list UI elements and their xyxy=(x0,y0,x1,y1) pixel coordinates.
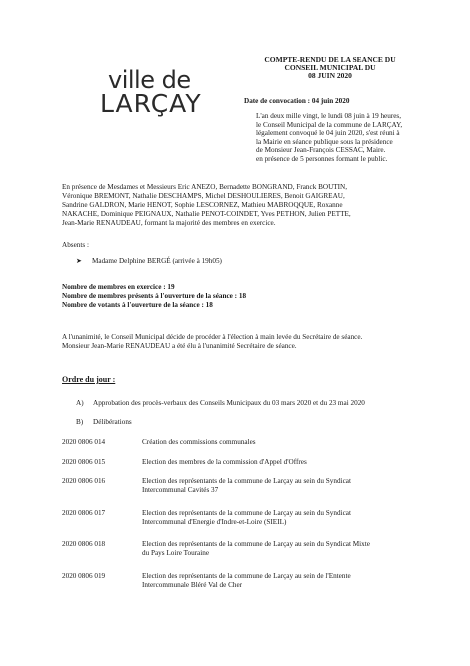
deliberation-number: 2020 0806 019 xyxy=(62,572,106,580)
deliberation-number: 2020 0806 014 xyxy=(62,438,106,446)
deliberation-title-line: Election des membres de la commission d'Appel d'Offres xyxy=(142,458,307,466)
deliberation-title-line: Election des représentants de la commune de Larçay au sein du Syndicat xyxy=(142,477,351,485)
agenda-section-letter: A) xyxy=(76,399,84,407)
deliberation-title-line: Création des commissions communales xyxy=(142,438,256,446)
deliberation-title-line: Election des représentants de la commune de Larçay au sein de l'Entente xyxy=(142,572,351,580)
deliberation-title-line: du Pays Loire Touraine xyxy=(142,549,210,557)
intro-line: en présence de 5 personnes formant le public. xyxy=(256,155,388,163)
deliberation-title-line: Election des représentants de la commune de Larçay au sein du Syndicat xyxy=(142,509,351,517)
convocation-date: Date de convocation : 04 juin 2020 xyxy=(244,97,350,105)
deliberation-title xyxy=(142,540,432,558)
deliberation-title xyxy=(142,572,432,590)
intro-line: le Conseil Municipal de la commune de LARÇAY, xyxy=(256,120,403,129)
count-present: Nombre de membres présents à l'ouverture de la séance : 18 xyxy=(62,292,247,300)
presence-line: Véronique BREMONT, Nathalie DESCHAMPS, Michel DESHOULIERES, Benoit GAIGREAU, xyxy=(62,192,345,200)
document-title-date: 08 JUIN 2020 xyxy=(308,71,352,80)
deliberation-number: 2020 0806 017 xyxy=(62,509,106,517)
deliberation-title-line: Election des représentants de la commune de Larçay au sein du Syndicat Mixte xyxy=(142,540,370,548)
deliberation-title-line: Intercommunal Cavités 37 xyxy=(142,486,219,494)
document-title-line-2: CONSEIL MUNICIPAL DU xyxy=(284,63,376,72)
deliberation-number: 2020 0806 015 xyxy=(62,458,106,466)
logo-line-1: ville de xyxy=(108,66,191,94)
count-voters: Nombre de votants à l'ouverture de la séance : 18 xyxy=(62,301,213,309)
deliberation-title xyxy=(142,509,432,527)
absent-item: Madame Delphine BERGÉ (arrivée à 19h05) xyxy=(92,257,222,265)
presence-line: NAKACHE, Dominique PEIGNAUX, Nathalie PENOT-COINDET, Yves PETHON, Julien PETTE, xyxy=(62,210,351,218)
deliberation-title-line: Intercommunal d'Energie d'Indre-et-Loire (SIEIL) xyxy=(142,518,287,526)
deliberation-title xyxy=(142,477,432,495)
agenda-section-text: Délibérations xyxy=(93,418,132,426)
town-logo xyxy=(100,66,230,118)
agenda-section-text: Approbation des procès-verbaux des Conseils Municipaux du 03 mars 2020 et du 23 mai 2020 xyxy=(93,399,365,407)
deliberation-title xyxy=(142,458,432,467)
deliberation-number: 2020 0806 016 xyxy=(62,477,106,485)
document-title-line-1: COMPTE-RENDU DE LA SEANCE DU xyxy=(264,55,396,64)
logo-line-2: LARÇAY xyxy=(100,89,202,118)
deliberation-number: 2020 0806 018 xyxy=(62,540,106,548)
presence-line: Jean-Marie RENAUDEAU, formant la majorité des membres en exercice. xyxy=(62,219,276,227)
agenda-title: Ordre du jour : xyxy=(62,375,116,384)
count-members: Nombre de membres en exercice : 19 xyxy=(62,283,175,291)
intro-line: légalement convoqué le 04 juin 2020, s'est réuni à xyxy=(256,129,400,138)
secretary-line: Monsieur Jean-Marie RENAUDEAU a été élu à l'unanimité Secrétaire de séance. xyxy=(62,342,297,350)
deliberation-title-line: Intercommunale Bléré Val de Cher xyxy=(142,581,243,589)
absents-label: Absents : xyxy=(62,241,89,249)
presence-line: En présence de Mesdames et Messieurs Eric ANEZO, Bernadette BONGRAND, Franck BOUTIN, xyxy=(62,183,348,191)
deliberation-title xyxy=(142,438,432,447)
absent-bullet-icon: ➤ xyxy=(76,257,83,265)
agenda-section-letter: B) xyxy=(76,418,84,426)
intro-line: de Monsieur Jean-François CESSAC, Maire. xyxy=(256,146,386,155)
secretary-line: A l'unanimité, le Conseil Municipal décide de procéder à l'élection à main levée du Secrétaire de séance. xyxy=(62,333,363,341)
intro-line: la Mairie en séance publique sous la présidence xyxy=(256,137,393,146)
presence-line: Sandrine GALDRON, Marie HENOT, Sophie LESCORNEZ, Mathieu MABROQQUE, Roxanne xyxy=(62,201,343,209)
intro-line: L'an deux mille vingt, le lundi 08 juin à 19 heures, xyxy=(256,112,402,120)
